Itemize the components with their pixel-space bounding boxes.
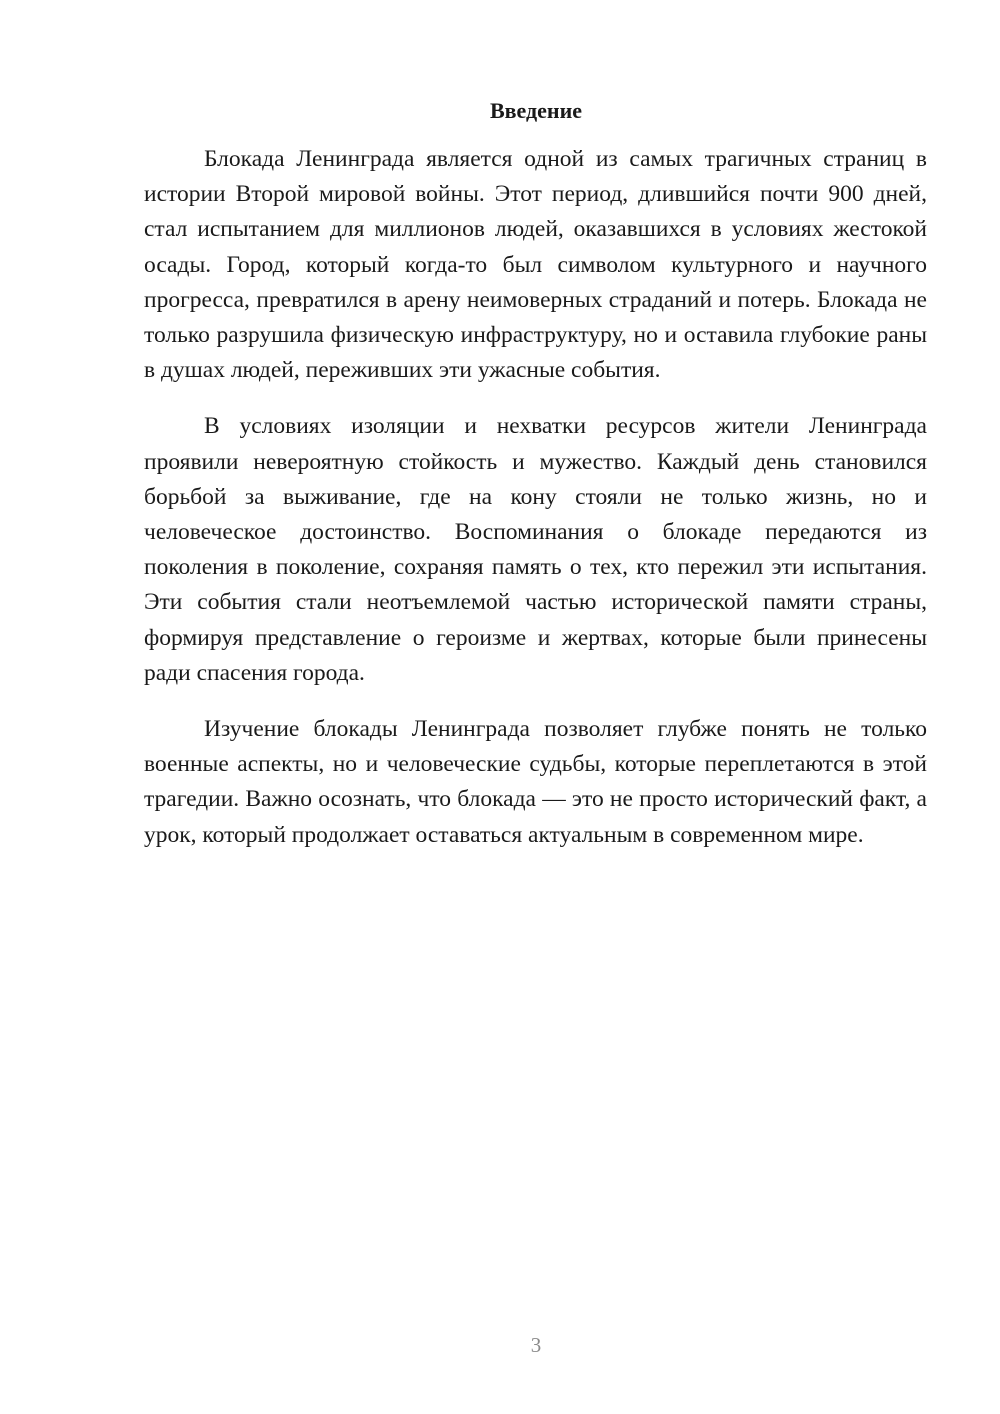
page-number: 3: [530, 1333, 542, 1357]
body-text: [144, 142, 927, 874]
paragraph-2: В условиях изоляции и нехватки ресурсов жители Ленинграда проявили невероятную стойкость и мужество. Каждый день становился борьбой за выживание, где на кону стояли не только жизнь, но и человеческое достоинство. Воспоминания о блокаде передаются из поколения в поколение, сохраняя память о тех, кто пережил эти испытания. Эти события стали неотъемлемой частью исторической памяти страны, формируя представление о героизме и жертвах, которые были принесены ради спасения города.: [144, 413, 927, 686]
page-title: Введение: [489, 98, 583, 123]
paragraph-1: Блокада Ленинграда является одной из самых трагичных страниц в истории Второй мировой войны. Этот период, длившийся почти 900 дней, стал испытанием для миллионов людей, оказавшихся в условиях жестокой осады. Город, который когда-то был символом культурного и научного прогресса, превратился в арену неимоверных страданий и потерь. Блокада не только разрушила физическую инфраструктуру, но и оставила глубокие раны в душах людей, переживших эти ужасные события.: [144, 146, 927, 384]
paragraph-3: Изучение блокады Ленинграда позволяет глубже понять не только военные аспекты, но и человеческие судьбы, которые переплетаются в этой трагедии. Важно осознать, что блокада — это не просто исторический факт, а урок, который продолжает оставаться актуальным в современном мире.: [144, 716, 927, 848]
